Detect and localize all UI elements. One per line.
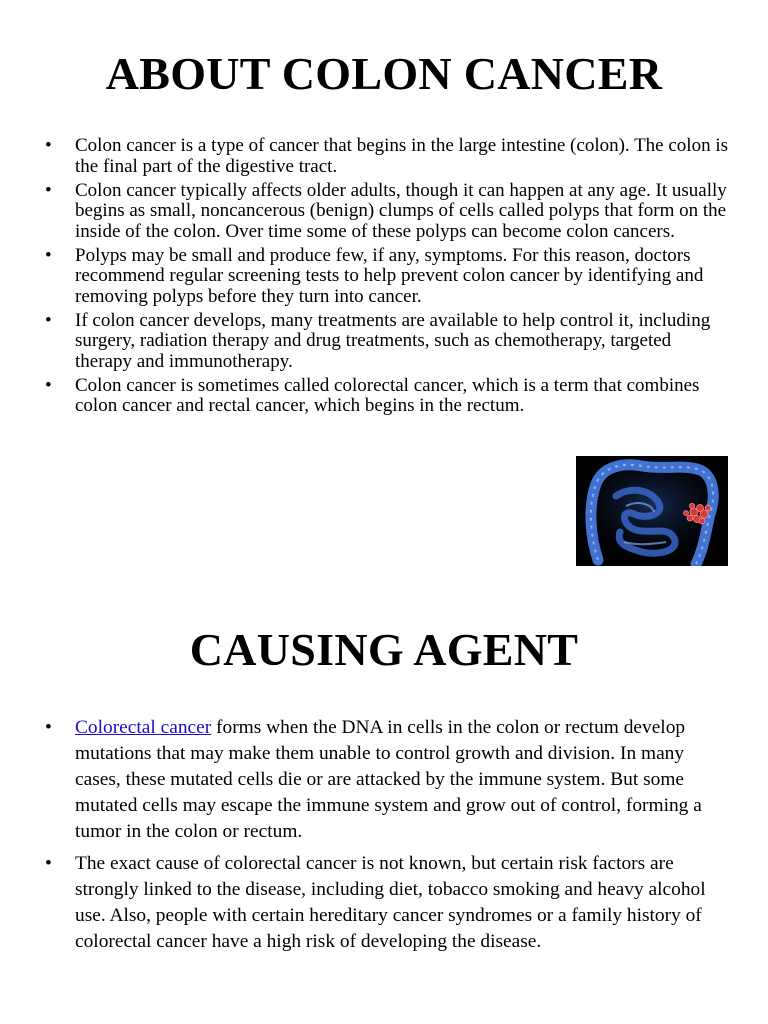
list-item [42, 181, 732, 243]
list-item [42, 136, 732, 177]
bullet-marker: • [45, 717, 52, 738]
bullet-marker: • [45, 374, 52, 396]
causing-agent-bullet-list [42, 715, 732, 961]
bullet-marker: • [45, 309, 52, 331]
colorectal-cancer-link[interactable]: Colorectal cancer [75, 717, 212, 738]
colon-illustration-icon [576, 456, 728, 566]
bullet-marker: • [45, 135, 52, 156]
bullet-marker: • [45, 853, 52, 874]
list-item [42, 851, 732, 955]
bullet-text: Polyps may be small and produce few, if any, symptoms. For this reason, doctors recommend regular screening tests to help prevent colon cancer by identifying and removing polyps before they turn into cancer. [75, 244, 704, 307]
bullet-marker: • [45, 244, 52, 266]
bullet-text: The exact cause of colorectal cancer is not known, but certain risk factors are strongly linked to the disease, including diet, tobacco smoking and heavy alcohol use. Also, people with certain hereditary cancer syndromes or a family history of colorectal cancer have a high risk of developing the disease. [75, 853, 706, 952]
bullet-text: If colon cancer develops, many treatments are available to help control it, including surgery, radiation therapy and drug treatments, such as chemotherapy, targeted therapy and immunotherapy. [75, 309, 711, 372]
list-item [42, 246, 732, 308]
bullet-text: Colon cancer is a type of cancer that begins in the large intestine (colon). The colon is the final part of the digestive tract. [75, 135, 729, 177]
list-item [42, 311, 732, 373]
bullet-marker: • [45, 179, 52, 201]
about-bullet-list [42, 136, 732, 420]
colon-illustration-image [576, 456, 728, 566]
section-title-causing-agent: CAUSING AGENT [189, 624, 579, 675]
bullet-text: Colon cancer typically affects older adults, though it can happen at any age. It usually begins as small, noncancerous (benign) clumps of cells called polyps that form on the inside of the colon. Over time some of these polyps can become colon cancers. [75, 179, 727, 242]
section-title-about: ABOUT COLON CANCER [105, 48, 663, 99]
list-item [42, 376, 732, 417]
list-item [42, 715, 732, 845]
bullet-text: forms when the DNA in cells in the colon or rectum develop mutations that may make them unable to control growth and division. In many cases, these mutated cells die or are attacked by the immune system. But some mutated cells may escape the immune system and grow out of control, forming a tumor in the colon or rectum. [75, 717, 702, 842]
bullet-text: Colon cancer is sometimes called colorectal cancer, which is a term that combines colon cancer and rectal cancer, which begins in the rectum. [75, 374, 700, 416]
